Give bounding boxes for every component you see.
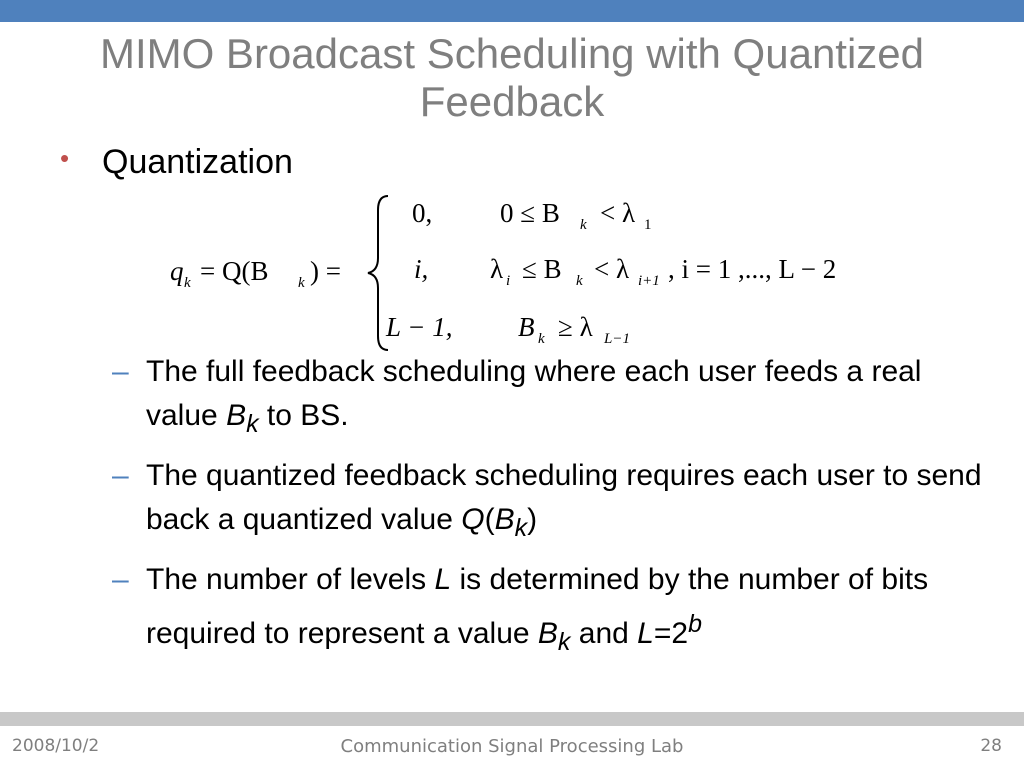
eq-lhs-q: q [170, 256, 184, 286]
var-b: B [494, 503, 515, 536]
eq-row3-cond2: ≥ λ [558, 312, 593, 342]
bottom-accent-bar [0, 712, 1024, 726]
eq-row2-sub-i: i [506, 273, 511, 289]
bullet-label: Quantization [102, 143, 293, 181]
subbullet-number-of-levels [112, 558, 982, 664]
eq-row2-sub2: i+1 [638, 273, 660, 289]
paren-close: ) [527, 503, 538, 536]
footer-page-number: 28 [980, 736, 1002, 756]
var-b: B [226, 399, 247, 432]
quantization-equation [160, 188, 940, 358]
var-l: L [434, 563, 452, 596]
eq-row3-value: L − 1, [386, 312, 453, 342]
eq-row1-sub2: 1 [644, 217, 652, 233]
eq-lhs-sub: k [184, 275, 191, 291]
var-l: L [637, 617, 654, 650]
eq-lhs-rest: = Q(B [200, 256, 269, 286]
eq-row2-cond-b: ≤ B [522, 254, 562, 284]
paren-open: ( [484, 503, 495, 536]
var-sub-k: k [514, 514, 528, 542]
subbullet-text-and: and [570, 617, 638, 650]
subbullet-full-feedback [112, 350, 982, 446]
footer-lab-name: Communication Signal Processing Lab [340, 736, 684, 757]
eq-lhs-sub2: k [298, 275, 305, 291]
eq-row3-sub: k [538, 331, 545, 347]
bullet-quantization [60, 138, 293, 182]
dash-icon: – [112, 355, 129, 388]
dash-icon: – [112, 563, 129, 596]
bullet-dot-icon: • [60, 143, 70, 173]
eq-row1-value: 0, [412, 198, 433, 228]
var-b: B [537, 617, 558, 650]
subbullet-text-end: to BS. [258, 399, 349, 432]
eq-row1-cond2: < λ [600, 198, 636, 228]
slide-title: MIMO Broadcast Scheduling with Quantized Feedback [99, 30, 925, 125]
eq-row2-value: i, [414, 254, 429, 284]
eq-row1-cond: 0 ≤ B [500, 198, 560, 228]
subbullet-list [112, 350, 982, 672]
eq-row2-cond2: < λ [594, 254, 630, 284]
eq-lhs-end: ) = [310, 256, 341, 286]
var-sup-b: b [688, 610, 702, 638]
var-q: Q [461, 503, 485, 536]
eq-row2-lambda: λ [490, 254, 504, 284]
footer-date: 2008/10/2 [12, 736, 100, 756]
subbullet-text: The number of levels [146, 563, 435, 596]
subbullet-quantized-feedback [112, 454, 982, 550]
subbullet-text: The quantized feedback scheduling requires each user to send back a quantized value [146, 459, 982, 536]
subbullet-text-mid: is determined by the number of bits required to represent a value [146, 563, 929, 650]
eq-row2-tail: , i = 1 ,..., L − 2 [668, 254, 837, 284]
subbullet-text: The full feedback scheduling where each user feeds a real value [146, 355, 922, 432]
eq-row1-sub: k [580, 217, 587, 233]
top-accent-bar [0, 0, 1024, 22]
eq-brace [368, 196, 388, 350]
var-sub-k: k [246, 410, 259, 438]
subbullet-text-eq: =2 [653, 617, 689, 650]
eq-row2-sub-k: k [576, 273, 583, 289]
var-sub-k: k [557, 628, 571, 656]
eq-row3-sub2: L−1 [604, 331, 630, 347]
dash-icon: – [112, 459, 129, 492]
eq-row3-cond: B [518, 312, 535, 342]
